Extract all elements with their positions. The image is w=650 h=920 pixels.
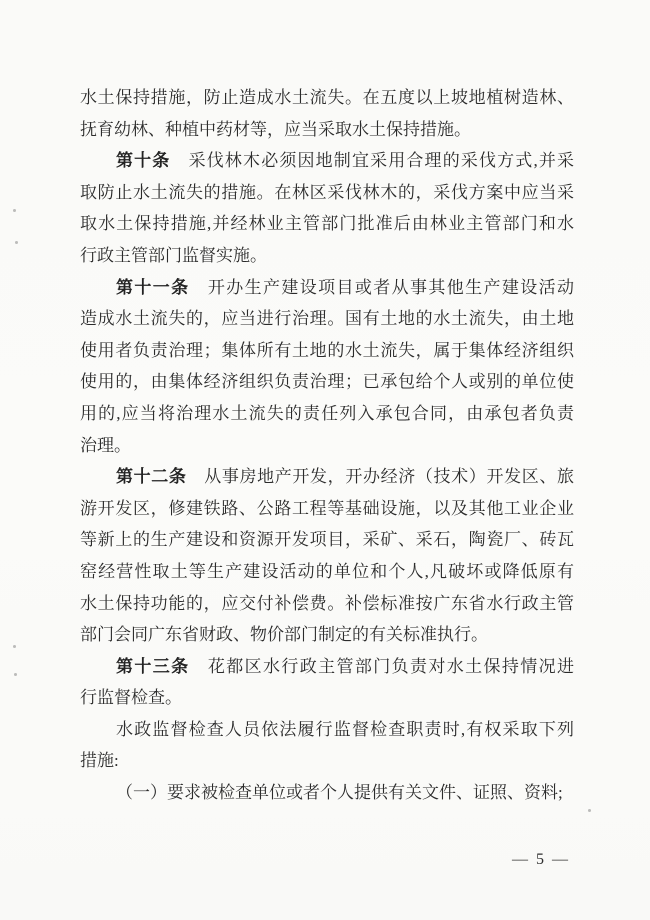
- text-line: 取水土保持措施,并经林业主管部门批准后由林业主管部门和水: [80, 214, 574, 234]
- text-line: 部门会同广东省财政、物价部门制定的有关标准执行。: [80, 625, 488, 645]
- text-line: 行政主管部门监督实施。: [80, 245, 267, 265]
- text-line: （一）要求被检查单位或者个人提供有关文件、证照、资料;: [116, 783, 563, 803]
- text-line: 治理。: [80, 435, 131, 455]
- text-line: 用的,应当将治理水土流失的责任列入承包合同，由承包者负责: [80, 403, 574, 423]
- text-line: 行监督检查。: [80, 688, 182, 708]
- article-heading-line: 第十条 采伐林木必须因地制宜采用合理的采伐方式,并采: [116, 151, 575, 171]
- article-number: 第十三条: [116, 656, 190, 676]
- text-line: 抚育幼林、种植中药材等，应当采取水土保持措施。: [80, 119, 471, 139]
- scan-speck: [588, 809, 591, 812]
- article-heading-line: 第十一条 开办生产建设项目或者从事其他生产建设活动: [116, 277, 574, 297]
- document-body: [80, 82, 574, 809]
- text-line: 水土保持措施，防止造成水土流失。在五度以上坡地植树造林、: [80, 88, 574, 107]
- text-line: 水土保持功能的，应交付补偿费。补偿标准按广东省水行政主管: [80, 593, 574, 613]
- page-number: — 5 —: [512, 851, 570, 868]
- article-heading-line: 第十二条 从事房地产开发，开办经济（技术）开发区、旅: [116, 467, 575, 487]
- scan-speck: [14, 673, 17, 676]
- scan-speck: [13, 645, 16, 648]
- scan-speck: [15, 241, 18, 244]
- text-line: 使用的，由集体经济组织负责治理；已承包给个人或别的单位使: [80, 372, 574, 392]
- scan-speck: [13, 209, 16, 212]
- article-heading-line: 第十三条 花都区水行政主管部门负责对水土保持情况进: [116, 656, 574, 676]
- article-number: 第十二条: [116, 467, 187, 487]
- text-line: 窑经营性取土等生产建设活动的单位和个人,凡破坏或降低原有: [80, 561, 574, 581]
- article-number: 第十条: [116, 151, 171, 171]
- text-line: 措施:: [80, 751, 119, 771]
- article-number: 第十一条: [116, 277, 190, 297]
- text-line: 造成水土流失的，应当进行治理。国有土地的水土流失，由土地: [80, 309, 574, 329]
- text-line: 使用者负责治理；集体所有土地的水土流失，属于集体经济组织: [80, 340, 574, 360]
- text-line: 水政监督检查人员依法履行监督检查职责时,有权采取下列: [116, 719, 574, 739]
- text-line: 取防止水土流失的措施。在林区采伐林木的，采伐方案中应当采: [80, 182, 574, 202]
- text-line: 等新上的生产建设和资源开发项目，采矿、采石，陶瓷厂、砖瓦: [80, 530, 574, 550]
- text-line: 游开发区，修建铁路、公路工程等基础设施，以及其他工业企业: [80, 498, 574, 518]
